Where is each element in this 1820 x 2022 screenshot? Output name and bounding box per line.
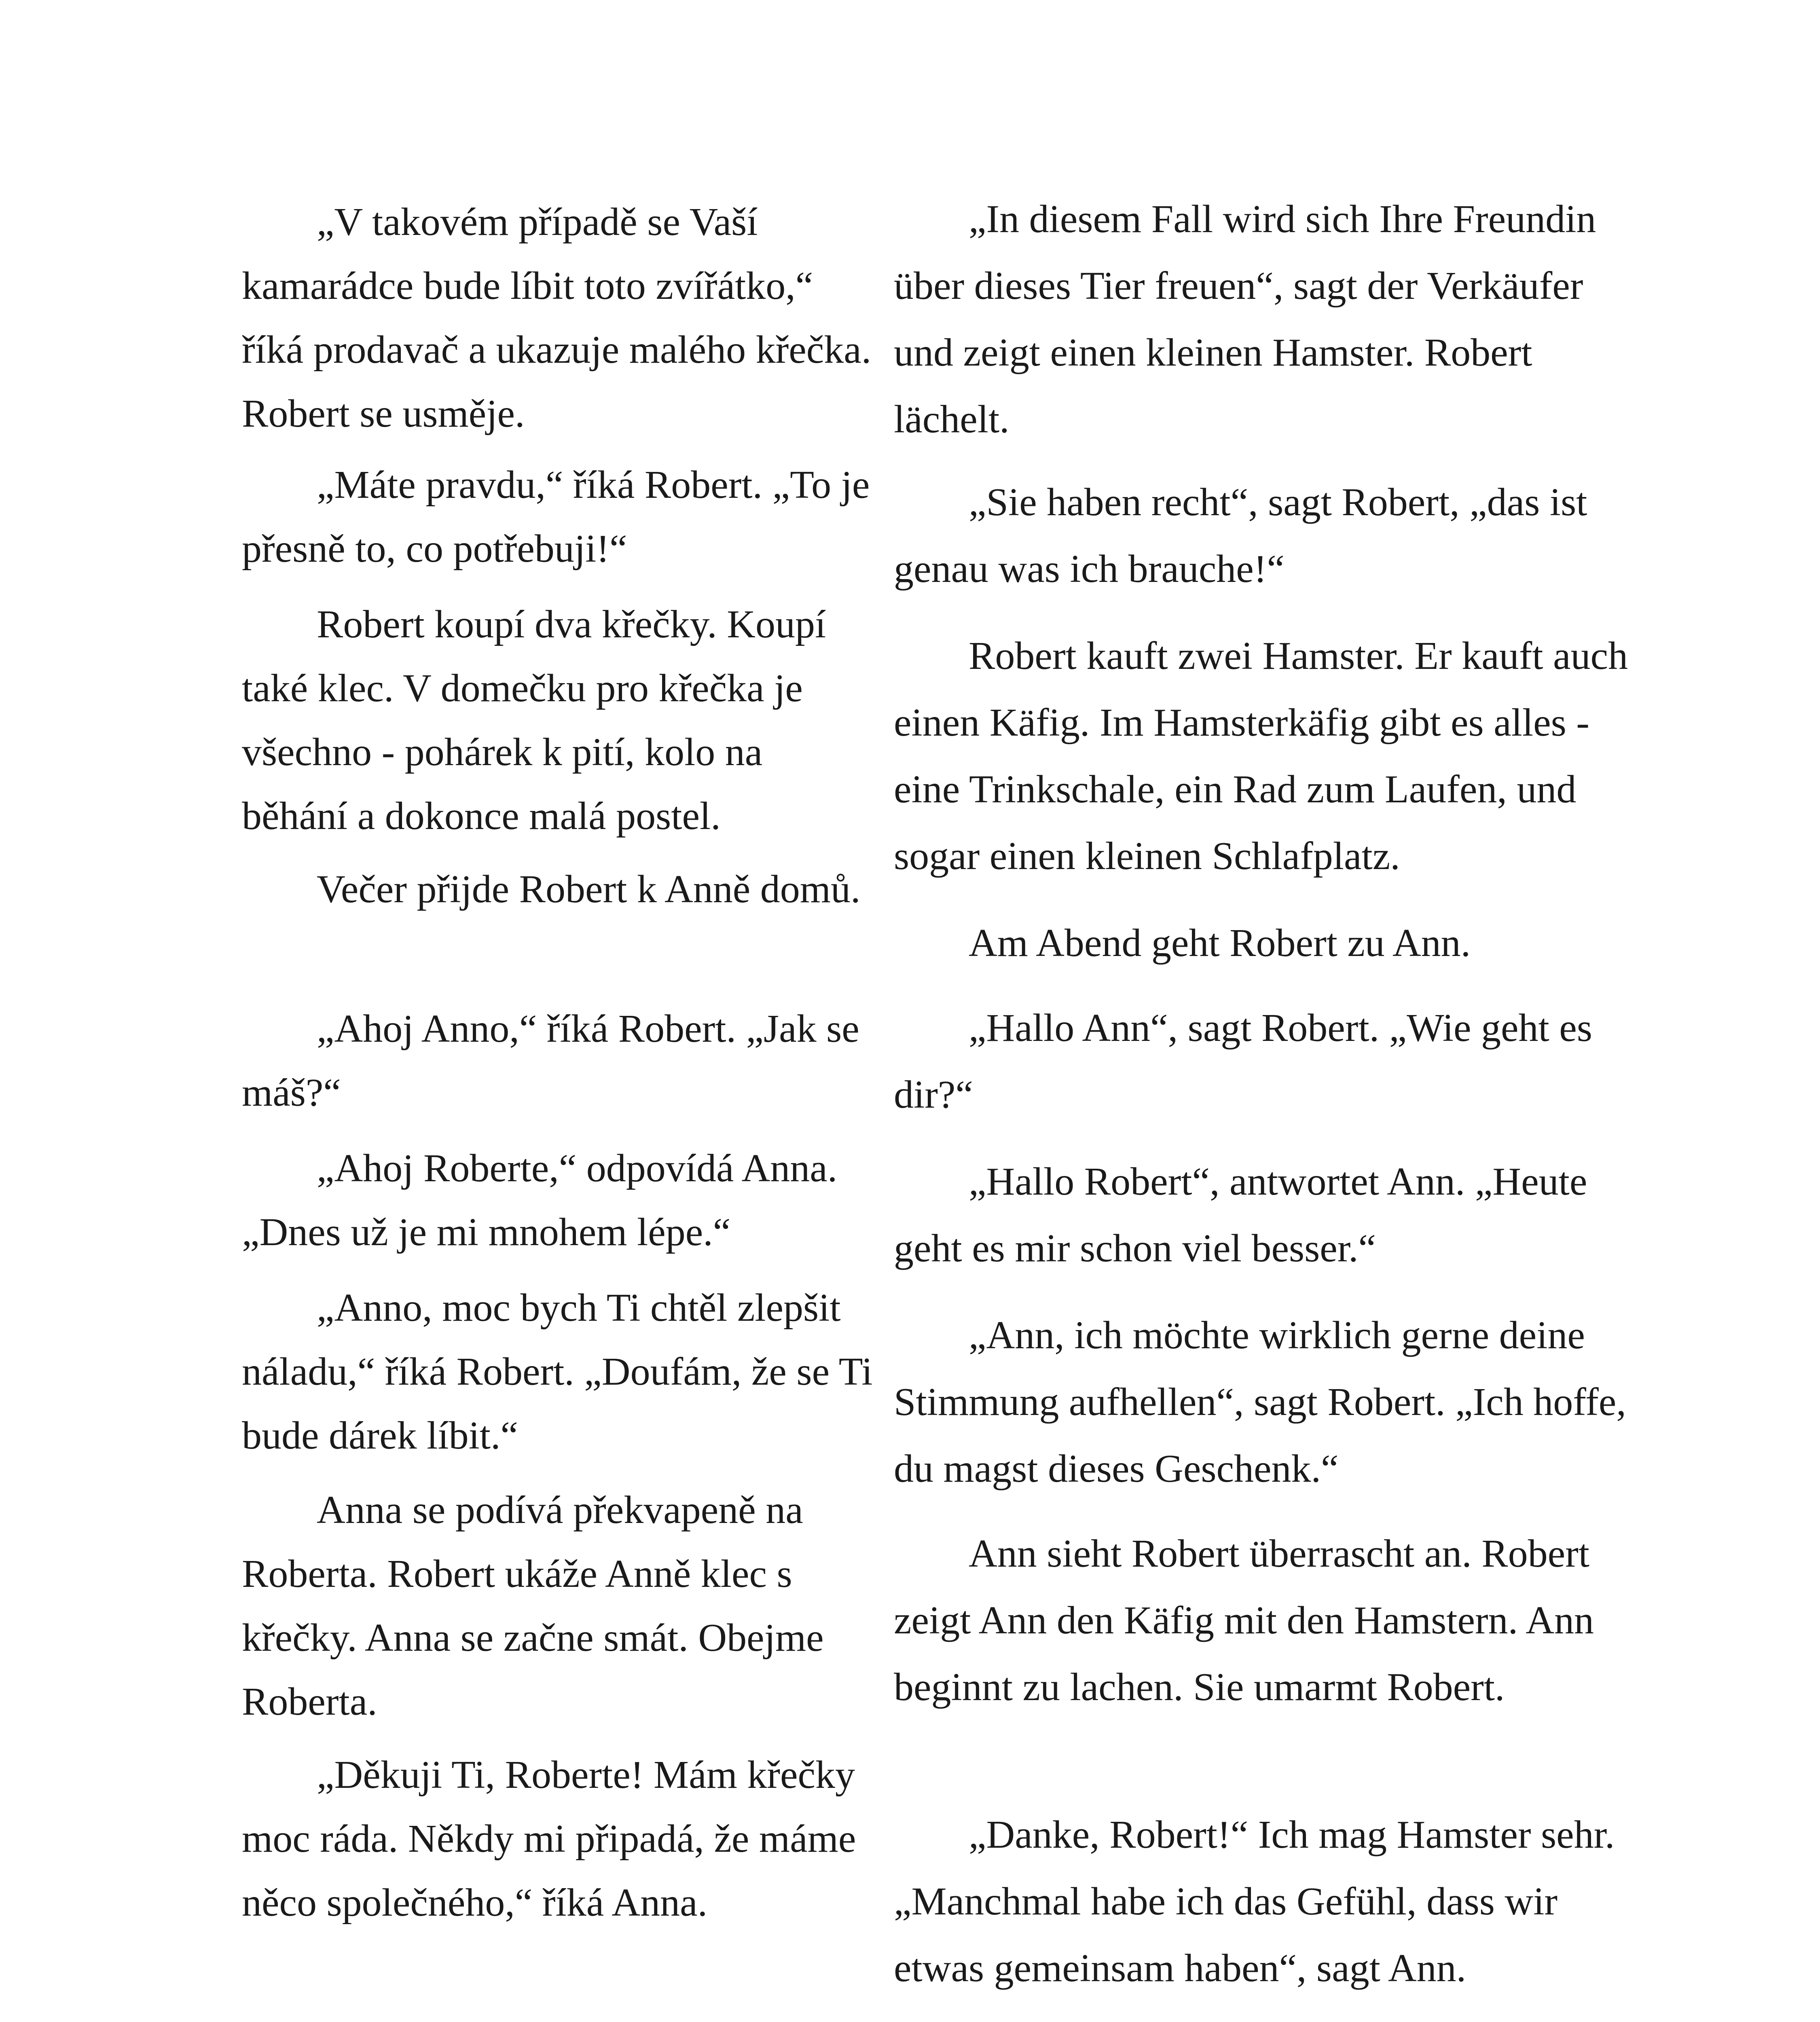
paragraph-de-1: „In diesem Fall wird sich Ihre Freundin über dieses Tier freuen“, sagt der Verkäufer und zeigt einen kleinen Hamster. Robert lächelt.	[894, 197, 1596, 441]
paragraph-de-2: „Sie haben recht“, sagt Robert, „das ist genau was ich brauche!“	[894, 480, 1587, 591]
paragraph-de-7: „Ann, ich möchte wirklich gerne deine Stimmung aufhellen“, sagt Robert. „Ich hoffe, du magst dieses Geschenk.“	[894, 1313, 1626, 1491]
paragraph-cs-6: „Ahoj Roberte,“ odpovídá Anna. „Dnes už je mi mnohem lépe.“	[242, 1146, 838, 1254]
paragraph-cs-4: Večer přijde Robert k Anně domů.	[317, 867, 861, 911]
paragraph-cs-2: „Máte pravdu,“ říká Robert. „To je přesně to, co potřebuji!“	[242, 463, 870, 571]
paragraph-de-5: „Hallo Ann“, sagt Robert. „Wie geht es dir?“	[894, 1006, 1592, 1117]
paragraph-cs-5: „Ahoj Anno,“ říká Robert. „Jak se máš?“	[242, 1007, 859, 1115]
paragraph-cs-7: „Anno, moc bych Ti chtěl zlepšit náladu,“ říká Robert. „Doufám, že se Ti bude dárek líbit.“	[242, 1286, 873, 1457]
paragraph-cs-1: „V takovém případě se Vaší kamarádce bude líbit toto zvířátko,“ říká prodavač a ukazuje malého křečka. Robert se usměje.	[242, 200, 872, 436]
paragraph-cs-8: Anna se podívá překvapeně na Roberta. Robert ukáže Anně klec s křečky. Anna se začne smát. Obejme Roberta.	[242, 1488, 824, 1724]
paragraph-de-3: Robert kauft zwei Hamster. Er kauft auch einen Käfig. Im Hamsterkäfig gibt es alles - eine Trinkschale, ein Rad zum Laufen, und sogar einen kleinen Schlafplatz.	[894, 634, 1628, 878]
paragraph-de-8: Ann sieht Robert überrascht an. Robert zeigt Ann den Käfig mit den Hamstern. Ann beginnt zu lachen. Sie umarmt Robert.	[894, 1532, 1594, 1709]
paragraph-de-9: „Danke, Robert!“ Ich mag Hamster sehr. „Manchmal habe ich das Gefühl, dass wir etwas gemeinsam haben“, sagt Ann.	[894, 1813, 1615, 1990]
paragraph-cs-9: „Děkuji Ti, Roberte! Mám křečky moc ráda. Někdy mi připadá, že máme něco společného,“ říká Anna.	[242, 1753, 856, 1925]
paragraph-de-6: „Hallo Robert“, antwortet Ann. „Heute geht es mir schon viel besser.“	[894, 1160, 1587, 1270]
paragraph-de-4: Am Abend geht Robert zu Ann.	[969, 921, 1471, 965]
paragraph-cs-3: Robert koupí dva křečky. Koupí také klec. V domečku pro křečka je všechno - pohárek k pití, kolo na běhání a dokonce malá postel.	[242, 603, 826, 838]
